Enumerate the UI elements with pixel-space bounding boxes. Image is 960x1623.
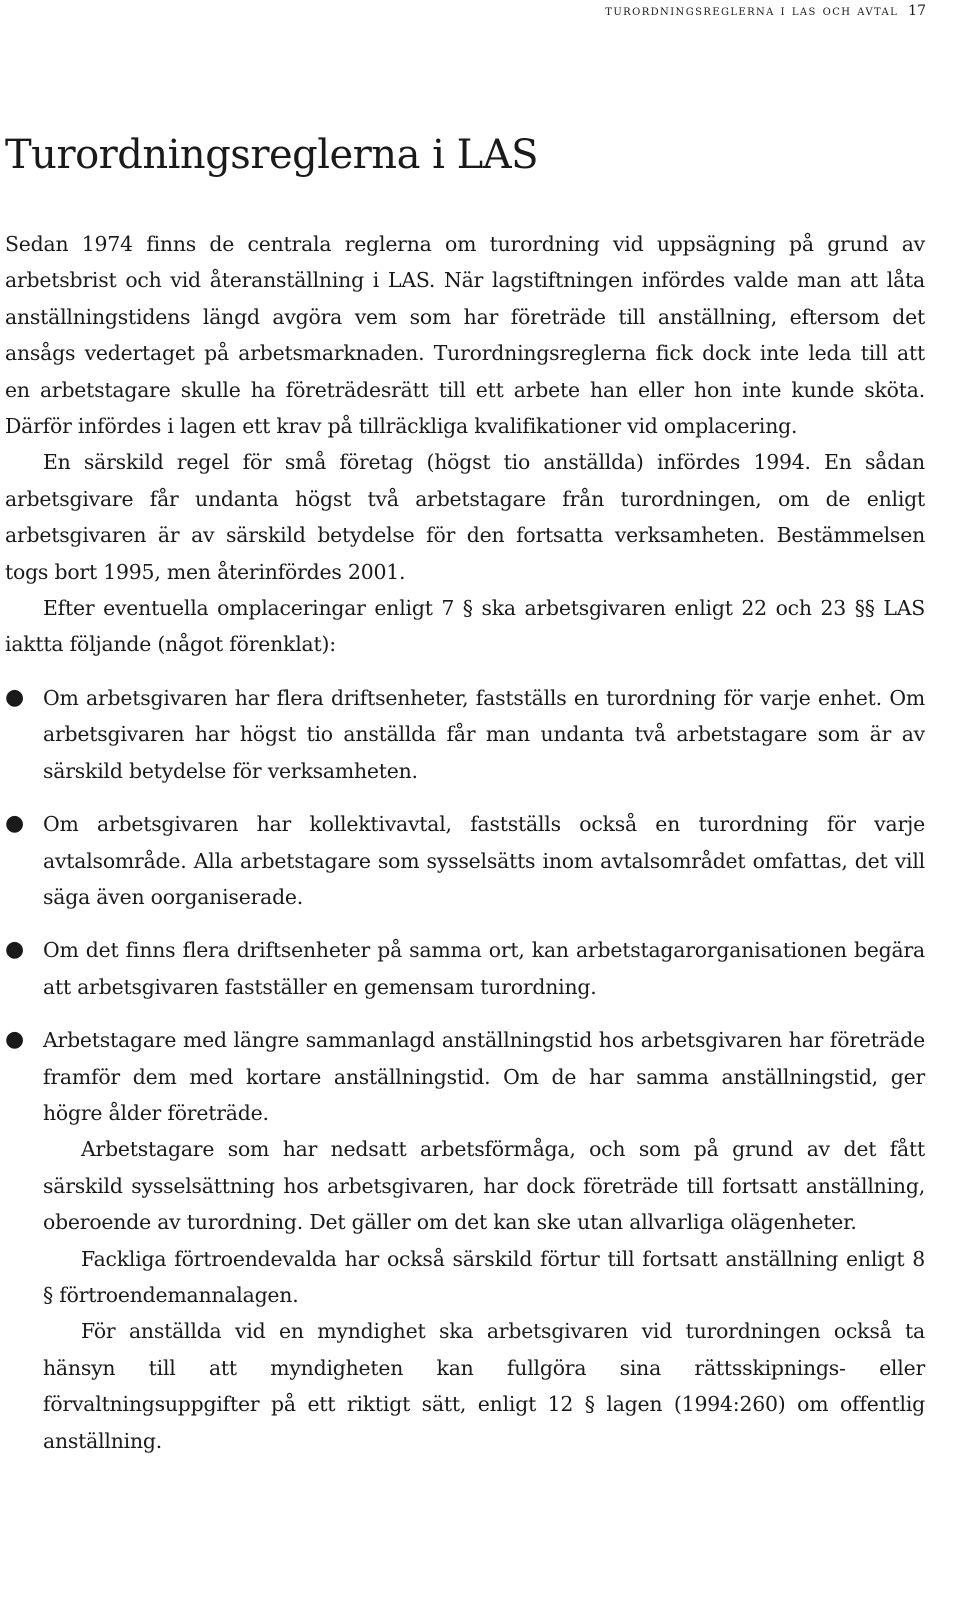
page-title: Turordningsreglerna i LAS (5, 132, 538, 178)
bullet-icon: ● (5, 811, 24, 837)
bullet-icon: ● (5, 684, 24, 710)
paragraph-procedure-intro: Efter eventuella omplaceringar enligt 7 § ska arbetsgivaren enligt 22 och 23 §§ LAS iakttа följande (något förenklat): (5, 596, 925, 657)
running-header (605, 3, 926, 19)
list-item-text: Om arbetsgivaren har flera driftsenheter, fastställs en turordning för varje enhet. Om arbetsgivaren har högst tio anställda får man undanta två arbetstagare som är av särskild betydelse för verksamheten. (43, 685, 925, 783)
list-item (5, 932, 925, 1005)
paragraph-intro: Sedan 1974 finns de centrala reglerna om turordning vid uppsägning på grund av arbetsbrist och vid återanställning i LAS. När lagstiftningen infördes valde man att låta anställningstidens längd avgöra vem som har företräde till anställning, eftersom det ansågs vedertaget på arbetsmarknaden. Turordningsreglerna fick dock inte leda till att en arbetstagare skulle ha företrädesrätt till ett arbete han eller hon inte kunde sköta. Därför infördes i lagen ett krav på tillräckliga kvalifikationer vid omplacering. (5, 232, 925, 439)
bullet-icon: ● (5, 1027, 24, 1053)
list-item-continuation: För anställda vid en myndighet ska arbetsgivaren vid turordningen också ta hänsyn till att myndigheten kan fullgöra sina rättsskipnings- eller förvaltningsuppgifter på ett riktigt sätt, enligt 12 § lagen (1994:260) om offentlig anställning. (43, 1319, 925, 1453)
list-item-continuation: Fackliga förtroendevalda har också särskild förtur till fortsatt anställning enligt 8 § förtroendemannalagen. (43, 1246, 925, 1307)
list-item-text: Arbetstagare med längre sammanlagd anställningstid hos arbetsgivaren har företräde framför dem med kortare anställningstid. Om de har samma anställningstid, ger högre ålder företräde. (43, 1028, 925, 1125)
list-item-continuation: Arbetstagare som har nedsatt arbetsförmåga, och som på grund av det fått särskild sysselsättning hos arbetsgivaren, har dock företräde till fortsatt anställning, oberoende av turordning. Det gäller om det kan ske utan allvarliga olägenheter. (43, 1137, 925, 1235)
list-item (5, 1022, 925, 1459)
paragraph-small-companies: En särskild regel för små företag (högst tio anställda) infördes 1994. En sådan arbetsgivare får undanta högst två arbetstagare från turordningen, om de enligt arbetsgivaren är av särskild betydelse för den fortsatta verksamheten. Bestämmelsen togs bort 1995, men återinfördes 2001. (5, 450, 925, 584)
body-text (5, 226, 925, 1476)
bullet-icon: ● (5, 937, 24, 963)
list-item-text: Om arbetsgivaren har kollektivavtal, fastställs också en turordning för varje avtalsområde. Alla arbetstagare som sysselsätts inom avtalsområdet omfattas, det vill säga även oorganiserade. (43, 812, 925, 909)
page-number: 17 (908, 3, 926, 19)
list-item (5, 680, 925, 789)
rules-list (5, 680, 925, 1459)
running-header-title: turordningsreglerna i las och avtal (605, 3, 899, 19)
list-item-text: Om det finns flera driftsenheter på samma ort, kan arbetstagarorganisationen begära att arbetsgivaren fastställer en gemensam turordning. (43, 938, 925, 999)
list-item (5, 806, 925, 915)
